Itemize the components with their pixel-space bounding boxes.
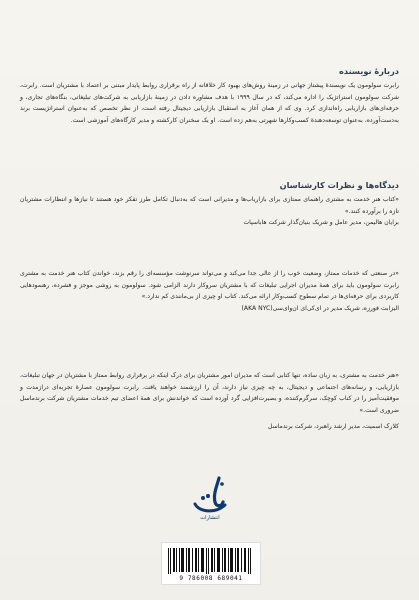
about-author-paragraph [20, 80, 399, 127]
review-1 [20, 194, 399, 229]
reviews-title: دیدگاه‌ها و نظرات کارشناسان [279, 180, 399, 190]
isbn-digits: 9 786008 689041 [179, 575, 243, 582]
review-3-text: «هنر خدمت به مشتری، به زبان ساده، تنها کتابی است که مدیران امور مشتریان برای درک اینکه در برقراری روابط ممتاز با مشتریان در جهان تبلیغات، بازاریابی، و رسانه‌های اجتماعی و دیجیتال، به چه چیزی نیاز دارند، آن را ارزشمند خواهند یافت. رابرت سولومون عصارهٔ تجربه‌ای درازمدت و موفقیت‌آمیز را در کتاب کوچک، سرگرم‌کننده، و بصیرت‌افزایی گرد آورده است که خواندنش برای همهٔ اعضای تیم خدمات مشتریان شرکت برندماسل ضروری است.» [20, 372, 399, 415]
about-author-title: دربارهٔ نویسنده [339, 66, 399, 76]
isbn-barcode [161, 542, 261, 585]
review-2-signature: الیزابت فورزه، شریک مدیر در ای‌کی‌ای ان‌وای‌سی(AKA NYC) [241, 305, 399, 313]
review-3 [20, 370, 399, 433]
review-1-signature: برایان هالیمن، مدیر عامل و شریک بنیان‌گذار شرکت هاباسپات [243, 219, 399, 227]
review-1-text: «کتاب هنر خدمت به مشتری راهنمای ممتازی برای بازاریاب‌ها و مدیرانی است که به‌دنبال تکامل طرز تفکر خود هستند تا نیازها و انتظارات مشتریان تازه را برآورده کنند.» [20, 196, 399, 215]
review-2 [20, 268, 399, 315]
review-3-signature: کلارک اسمیت، مدیر ارشد راهبرد، شرکت برندماسل [267, 422, 399, 430]
publisher-logo [189, 474, 231, 522]
barcode-bars [162, 546, 260, 578]
publisher-logo-mark [189, 474, 231, 522]
review-2-text: «در صنعتی که خدمات ممتاز، وضعیت خوب را از عالی جدا می‌کند و می‌تواند سرنوشت مؤسسه‌ای را رقم بزند، خواندن کتاب هنر خدمت به مشتری رابرت سولومون باید برای همهٔ مدیران اجرایی تبلیغات که با مشتریان سروکار دارند الزامی شود. سولومون به روشی موجز و فشرده، رهنمودهایی کاربردی برای حرفه‌ای‌ها در تمام سطوح کسب‌وکار ارائه می‌کند. کتاب او چیزی از بی‌مانندی کم ندارد.» [20, 270, 399, 301]
about-author-text: رابرت سولومون یک نویسندهٔ پیشتاز جهانی در زمینهٔ روش‌های بهبود کار خلاقانه از راه برقراری روابط پایدار مبتنی بر اعتماد با مشتریان است. رابرت، شرکت سولومون استراتژیک را اداره می‌کند، که در سال ۱۹۹۹ با هدف مشاوره دادن در زمینهٔ بازاریابی به شرکت‌های تبلیغاتی، بنگاه‌های تجاری، و حرفه‌ای‌های بازاریابی راه‌اندازی کرد. وی که از همان آغاز به استقبال بازاریابی دیجیتال رفته است، از نظر تخصص که به‌عنوان استراتژیست برند به‌دست‌آورده، به‌عنوان توسعه‌دهندهٔ کسب‌وکارها شهرتی به‌هم زده است. او یک سخنران کارکشته و مدیر کارگاه‌های آموزشی است. [20, 82, 399, 125]
publisher-logo-subtext: انتشارات [200, 515, 220, 521]
